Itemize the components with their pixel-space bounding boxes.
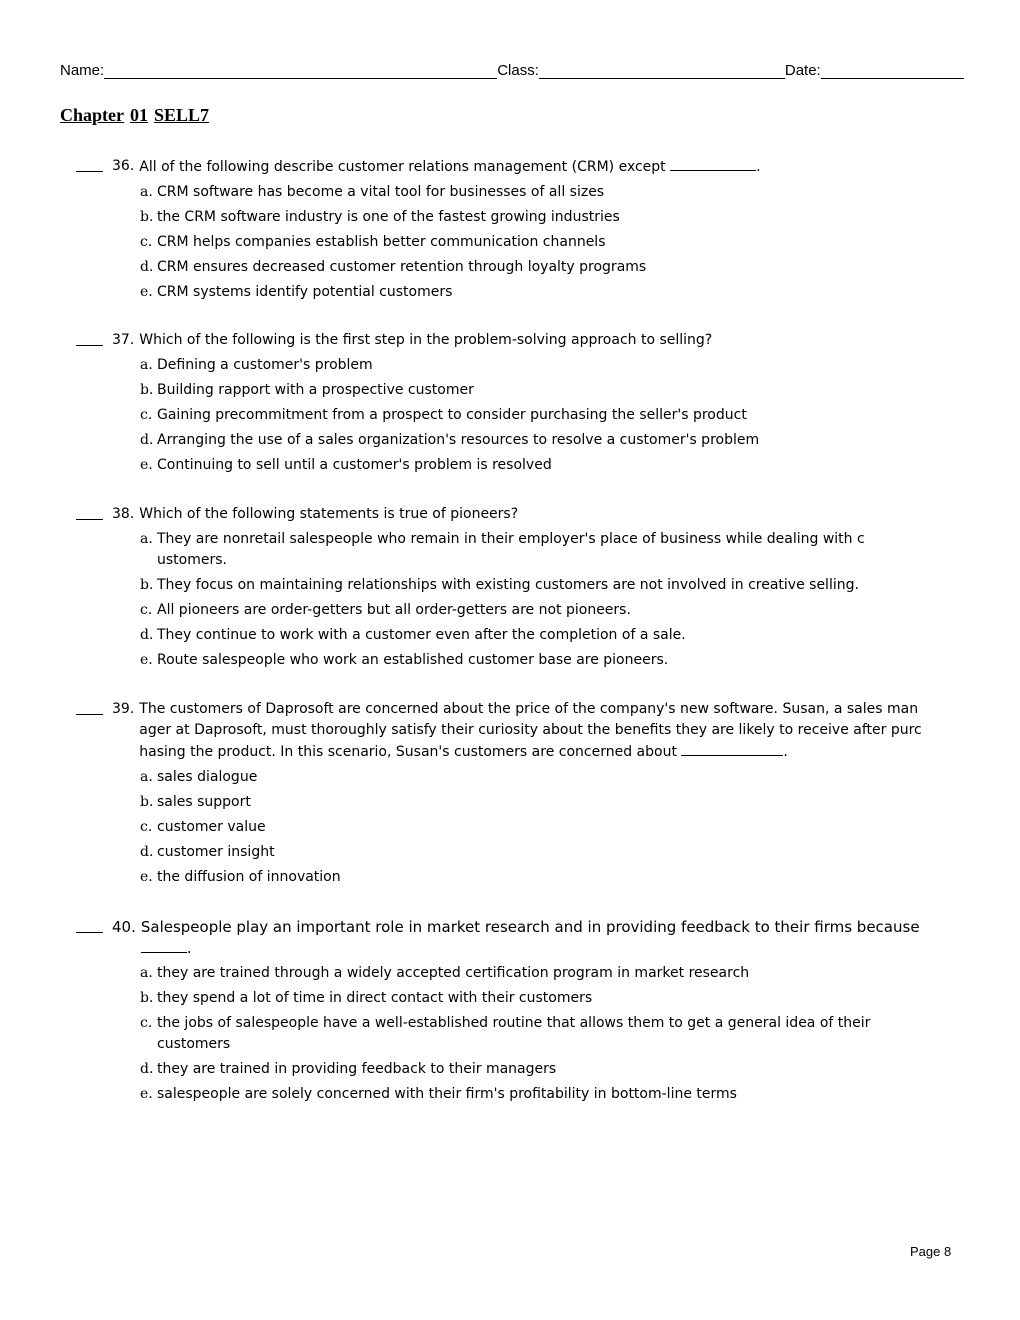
question-text: All of the following describe customer relations management (CRM) except . [139, 156, 946, 178]
fill-in-blank [681, 741, 783, 756]
fill-in-blank [141, 938, 187, 953]
answer-blank[interactable] [76, 330, 103, 346]
option-e[interactable]: e. salespeople are solely concerned with their firm's profitability in bottom-line terms [140, 1086, 737, 1102]
option-b[interactable]: b. They focus on maintaining relationships with existing customers are not involved in creative selling. [140, 577, 859, 593]
option-a[interactable]: a. they are trained through a widely accepted certification program in market research [140, 965, 750, 981]
student-info-header [60, 62, 964, 79]
class-label: Class: [497, 62, 539, 79]
option-e[interactable]: e. CRM systems identify potential customers [140, 284, 453, 300]
option-c[interactable]: c. CRM helps companies establish better communication channels [140, 234, 606, 250]
question-number: 38. [112, 506, 135, 522]
option-d[interactable]: d. CRM ensures decreased customer retention through loyalty programs [140, 259, 647, 275]
question-40 [76, 917, 946, 1105]
option-b[interactable]: b. Building rapport with a prospective customer [140, 382, 474, 398]
option-d[interactable]: d. they are trained in providing feedback to their managers [140, 1061, 557, 1077]
date-label: Date: [784, 62, 821, 79]
option-c[interactable]: c. All pioneers are order-getters but all order-getters are not pioneers. [140, 602, 631, 618]
option-e[interactable]: e. the diffusion of innovation [140, 869, 341, 885]
question-text: Which of the following statements is true of pioneers? [139, 506, 519, 522]
option-c[interactable]: c. the jobs of salespeople have a well-established routine that allows them to get a general idea of their customers [140, 1015, 871, 1052]
name-label: Name: [60, 62, 105, 79]
question-number: 39. [112, 701, 135, 717]
answer-blank[interactable] [76, 504, 103, 520]
fill-in-blank [670, 156, 756, 171]
question-39 [76, 699, 946, 888]
question-number: 40. [112, 918, 136, 936]
answer-blank[interactable] [76, 917, 103, 933]
question-number: 37. [112, 332, 135, 348]
option-a[interactable]: a. They are nonretail salespeople who remain in their employer's place of business while dealing with c ustomers. [140, 531, 865, 568]
question-text: The customers of Daprosoft are concerned about the price of the company's new software. Susan, a sales man ager at Daprosoft, must thoroughly satisfy their curiosity about the benefits they are likely to receive after purc hasing the product. In this scenario, Susan's customers are concerned about . [139, 701, 922, 760]
chapter-word: Chapter [60, 105, 124, 125]
name-field[interactable] [104, 62, 497, 79]
question-37 [76, 330, 946, 476]
option-e[interactable]: e. Continuing to sell until a customer's problem is resolved [140, 457, 552, 473]
answer-blank[interactable] [76, 156, 103, 172]
option-b[interactable]: b. sales support [140, 794, 251, 810]
class-field[interactable] [539, 62, 785, 79]
chapter-number: 01 [130, 105, 148, 125]
option-c[interactable]: c. customer value [140, 819, 266, 835]
question-number: 36. [112, 158, 135, 174]
question-text: Which of the following is the first step in the problem-solving approach to selling? [139, 332, 713, 348]
option-d[interactable]: d. They continue to work with a customer even after the completion of a sale. [140, 627, 686, 643]
page-number: Page 8 [910, 1244, 952, 1259]
date-field[interactable] [821, 62, 964, 79]
answer-blank[interactable] [76, 699, 103, 715]
option-c[interactable]: c. Gaining precommitment from a prospect to consider purchasing the seller's product [140, 407, 747, 423]
chapter-code: SELL7 [154, 105, 210, 125]
chapter-title [60, 105, 215, 126]
option-b[interactable]: b. they spend a lot of time in direct contact with their customers [140, 990, 593, 1006]
option-b[interactable]: b. the CRM software industry is one of the fastest growing industries [140, 209, 620, 225]
question-36 [76, 156, 946, 303]
option-e[interactable]: e. Route salespeople who work an established customer base are pioneers. [140, 652, 669, 668]
option-d[interactable]: d. Arranging the use of a sales organization's resources to resolve a customer's problem [140, 432, 760, 448]
option-a[interactable]: a. CRM software has become a vital tool for businesses of all sizes [140, 184, 605, 200]
question-text: Salespeople play an important role in market research and in providing feedback to their firms because . [140, 918, 920, 957]
option-d[interactable]: d. customer insight [140, 844, 275, 860]
option-a[interactable]: a. Defining a customer's problem [140, 357, 373, 373]
question-38 [76, 504, 946, 671]
option-a[interactable]: a. sales dialogue [140, 769, 258, 785]
